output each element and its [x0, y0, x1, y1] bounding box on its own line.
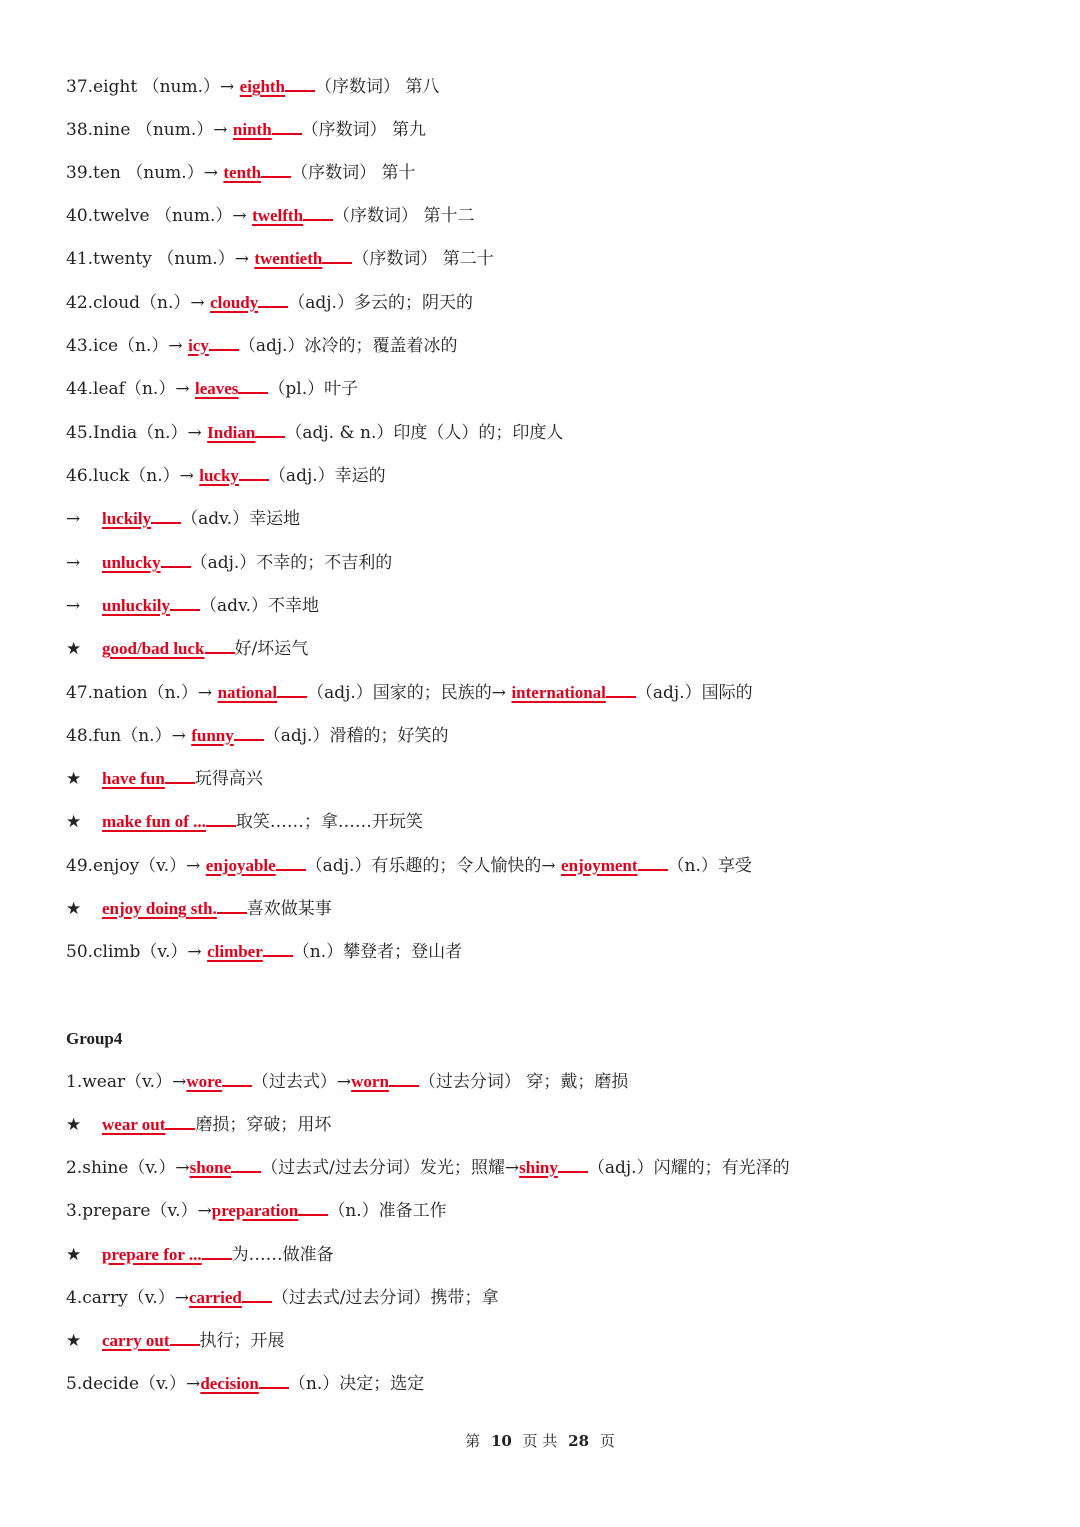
vocab-meaning: （adv.）幸运地: [181, 509, 301, 529]
vocab-source: 50.climb（v.）→: [66, 942, 208, 962]
vocab-meaning: （过去分词） 穿；戴；磨损: [418, 1072, 629, 1092]
answer-blank-line: [272, 117, 302, 135]
vocab-source: 4.carry（v.）→: [66, 1288, 189, 1308]
vocab-meaning: （n.）决定；选定: [288, 1374, 425, 1394]
vocab-line: [66, 461, 386, 491]
answer-blank-line: [322, 246, 352, 264]
answer-blank-line: [231, 1155, 261, 1173]
vocab-meaning: （adj.）幸运的: [268, 466, 386, 486]
answer-blank-line: [276, 853, 306, 871]
vocab-meaning: 玩得高兴: [194, 769, 263, 789]
vocab-answer: twelfth: [252, 206, 304, 225]
vocab-source: ★: [66, 769, 82, 789]
vocab-answer: Indian: [207, 423, 256, 442]
footer-total-pages: 28: [568, 1432, 590, 1450]
vocab-meaning: （序数词） 第十二: [333, 206, 475, 226]
vocab-answer: international: [511, 683, 606, 702]
answer-blank-line: [242, 1285, 272, 1303]
vocab-line: [66, 548, 392, 578]
vocab-answer: enjoyment: [561, 856, 638, 875]
vocab-answer: enjoy doing sth.: [102, 899, 217, 918]
vocab-source: 42.cloud（n.）→: [66, 293, 211, 313]
vocab-source: 38.nine （num.）→: [66, 120, 233, 140]
vocab-answer: climber: [207, 942, 263, 961]
vocab-source: 3.prepare（v.）→: [66, 1201, 212, 1221]
vocab-line: [66, 1283, 499, 1313]
answer-blank-line: [234, 723, 264, 741]
vocab-source: ★: [66, 639, 82, 659]
vocab-meaning: （pl.）叶子: [268, 379, 359, 399]
vocab-answer: national: [217, 683, 278, 702]
vocab-meaning: （序数词） 第九: [301, 120, 427, 140]
vocab-line: [66, 158, 416, 188]
answer-blank-line: [170, 1328, 200, 1346]
vocab-line: [66, 331, 458, 361]
vocab-answer: leaves: [194, 379, 239, 398]
answer-blank-line: [206, 809, 236, 827]
vocab-answer: enjoyable: [205, 856, 276, 875]
vocab-answer: decision: [200, 1374, 259, 1393]
vocab-meaning: （adj.）不幸的；不吉利的: [190, 553, 393, 573]
vocab-source: 5.decide（v.）→: [66, 1374, 201, 1394]
vocab-meaning: （n.）享受: [667, 856, 752, 876]
vocab-line: [66, 288, 473, 318]
answer-blank-line: [205, 636, 235, 654]
answer-blank-line: [170, 593, 200, 611]
vocab-meaning: （adj.）国际的: [635, 683, 753, 703]
answer-blank-line: [217, 896, 247, 914]
vocab-line: [66, 937, 462, 967]
answer-blank-line: [638, 853, 668, 871]
vocab-answer: make fun of ...: [102, 812, 206, 831]
vocab-source: 49.enjoy（v.）→: [66, 856, 206, 876]
answer-blank-line: [222, 1069, 252, 1087]
vocab-answer: shone: [189, 1158, 232, 1177]
vocab-source: ★: [66, 899, 82, 919]
vocab-line: [66, 851, 752, 881]
answer-blank-line: [285, 74, 315, 92]
vocab-source: 45.India（n.）→: [66, 423, 208, 443]
answer-blank-line: [389, 1069, 419, 1087]
vocab-source: 46.luck（n.）→: [66, 466, 200, 486]
answer-blank-line: [298, 1198, 328, 1216]
vocab-answer: good/bad luck: [102, 639, 205, 658]
vocab-answer: tenth: [223, 163, 262, 182]
vocab-line: [66, 1110, 331, 1140]
vocab-line: [66, 418, 563, 448]
answer-blank-line: [161, 550, 191, 568]
vocab-answer: prepare for ...: [102, 1245, 202, 1264]
vocab-source: →: [66, 509, 81, 529]
vocab-meaning: （序数词） 第十: [291, 163, 416, 183]
vocab-answer: worn: [351, 1072, 389, 1091]
vocab-line: [66, 591, 319, 621]
vocab-meaning: （过去式/过去分词）发光；照耀→: [261, 1158, 520, 1178]
vocab-meaning: （adj. & n.）印度（人）的；印度人: [285, 423, 564, 443]
vocab-line: [66, 1196, 447, 1226]
vocab-line: [66, 894, 332, 924]
answer-blank-line: [202, 1242, 232, 1260]
vocab-answer: wear out: [102, 1115, 166, 1134]
vocab-answer: lucky: [199, 466, 239, 485]
vocab-source: 41.twenty （num.）→: [66, 249, 255, 269]
answer-blank-line: [238, 376, 268, 394]
answer-blank-line: [165, 766, 195, 784]
vocab-source: 48.fun（n.）→: [66, 726, 192, 746]
vocab-line: [66, 244, 494, 274]
vocab-meaning: （adv.）不幸地: [200, 596, 320, 616]
vocab-meaning: （adj.）滑稽的；好笑的: [263, 726, 449, 746]
answer-blank-line: [165, 1112, 195, 1130]
vocab-answer: carried: [188, 1288, 242, 1307]
vocab-source: 44.leaf（n.）→: [66, 379, 195, 399]
vocab-line: [66, 504, 300, 534]
vocab-answer: luckily: [102, 509, 152, 528]
group-heading: Group4: [66, 1029, 123, 1048]
page-footer: [0, 1430, 1080, 1451]
vocab-answer: icy: [188, 336, 209, 355]
answer-blank-line: [558, 1155, 588, 1173]
vocab-line: [66, 1153, 790, 1183]
vocab-line: [66, 1369, 424, 1399]
vocab-meaning: （adj.）多云的；阴天的: [288, 293, 473, 313]
vocab-line: [66, 1067, 628, 1097]
vocab-answer: shiny: [519, 1158, 558, 1177]
vocab-line: [66, 721, 448, 751]
vocab-line: [66, 1326, 285, 1356]
vocab-answer: preparation: [211, 1201, 299, 1220]
vocab-source: 1.wear（v.）→: [66, 1072, 187, 1092]
vocab-meaning: （adj.）国家的；民族的→: [307, 683, 512, 703]
vocab-meaning: （n.）准备工作: [328, 1201, 447, 1221]
vocab-source: ★: [66, 812, 82, 832]
footer-suffix: 页: [599, 1432, 615, 1450]
vocab-meaning: （序数词） 第八: [315, 77, 440, 97]
vocab-source: 39.ten （num.）→: [66, 163, 224, 183]
answer-blank-line: [606, 680, 636, 698]
vocab-source: ★: [66, 1245, 82, 1265]
vocab-line: [66, 807, 423, 837]
answer-blank-line: [261, 160, 291, 178]
vocab-source: →: [66, 596, 81, 616]
vocab-meaning: （序数词） 第二十: [352, 249, 494, 269]
vocab-line: [66, 634, 308, 664]
vocab-answer: carry out: [102, 1331, 170, 1350]
vocab-source: 37.eight （num.）→: [66, 77, 240, 97]
vocab-meaning: （n.）攀登者；登山者: [292, 942, 463, 962]
answer-blank-line: [258, 290, 288, 308]
answer-blank-line: [255, 420, 285, 438]
vocab-source: →: [66, 553, 81, 573]
vocab-meaning: 磨损；穿破；用坏: [195, 1115, 332, 1135]
vocab-meaning: （adj.）有乐趣的；令人愉快的→: [305, 856, 562, 876]
vocab-line: [66, 764, 263, 794]
answer-blank-line: [277, 680, 307, 698]
vocab-source: ★: [66, 1115, 82, 1135]
vocab-answer: have fun: [102, 769, 165, 788]
footer-middle: 页 共: [522, 1432, 558, 1450]
vocab-line: [66, 115, 426, 145]
vocab-meaning: （adj.）冰冷的；覆盖着冰的: [238, 336, 458, 356]
vocab-line: [66, 678, 753, 708]
vocab-answer: cloudy: [210, 293, 259, 312]
vocab-line: [66, 201, 474, 231]
footer-page-number: 10: [490, 1432, 512, 1450]
vocab-meaning: 执行；开展: [199, 1331, 285, 1351]
vocab-answer: funny: [191, 726, 234, 745]
vocab-meaning: 好/坏运气: [234, 639, 309, 659]
vocab-meaning: （过去式/过去分词）携带；拿: [271, 1288, 499, 1308]
vocab-answer: twentieth: [254, 249, 323, 268]
vocab-source: 2.shine（v.）→: [66, 1158, 190, 1178]
vocab-meaning: 喜欢做某事: [246, 899, 332, 919]
vocab-source: 40.twelve （num.）→: [66, 206, 253, 226]
answer-blank-line: [303, 203, 333, 221]
answer-blank-line: [209, 333, 239, 351]
vocab-answer: eighth: [239, 77, 286, 96]
vocab-line: [66, 72, 439, 102]
vocab-meaning: 取笑……；拿……开玩笑: [235, 812, 423, 832]
vocab-source: 47.nation（n.）→: [66, 683, 218, 703]
answer-blank-line: [239, 463, 269, 481]
vocab-source: 43.ice（n.）→: [66, 336, 189, 356]
answer-blank-line: [263, 939, 293, 957]
vocab-meaning: （过去式）→: [251, 1072, 352, 1092]
vocab-line: [66, 374, 358, 404]
vocab-answer: ninth: [232, 120, 272, 139]
footer-prefix: 第: [465, 1432, 481, 1450]
vocab-source: ★: [66, 1331, 82, 1351]
vocab-answer: unluckily: [102, 596, 171, 615]
vocab-answer: unlucky: [102, 553, 161, 572]
vocab-line: [66, 1240, 334, 1270]
answer-blank-line: [151, 506, 181, 524]
vocab-answer: wore: [186, 1072, 222, 1091]
vocab-meaning: 为……做准备: [231, 1245, 334, 1265]
vocab-meaning: （adj.）闪耀的；有光泽的: [587, 1158, 790, 1178]
answer-blank-line: [259, 1371, 289, 1389]
